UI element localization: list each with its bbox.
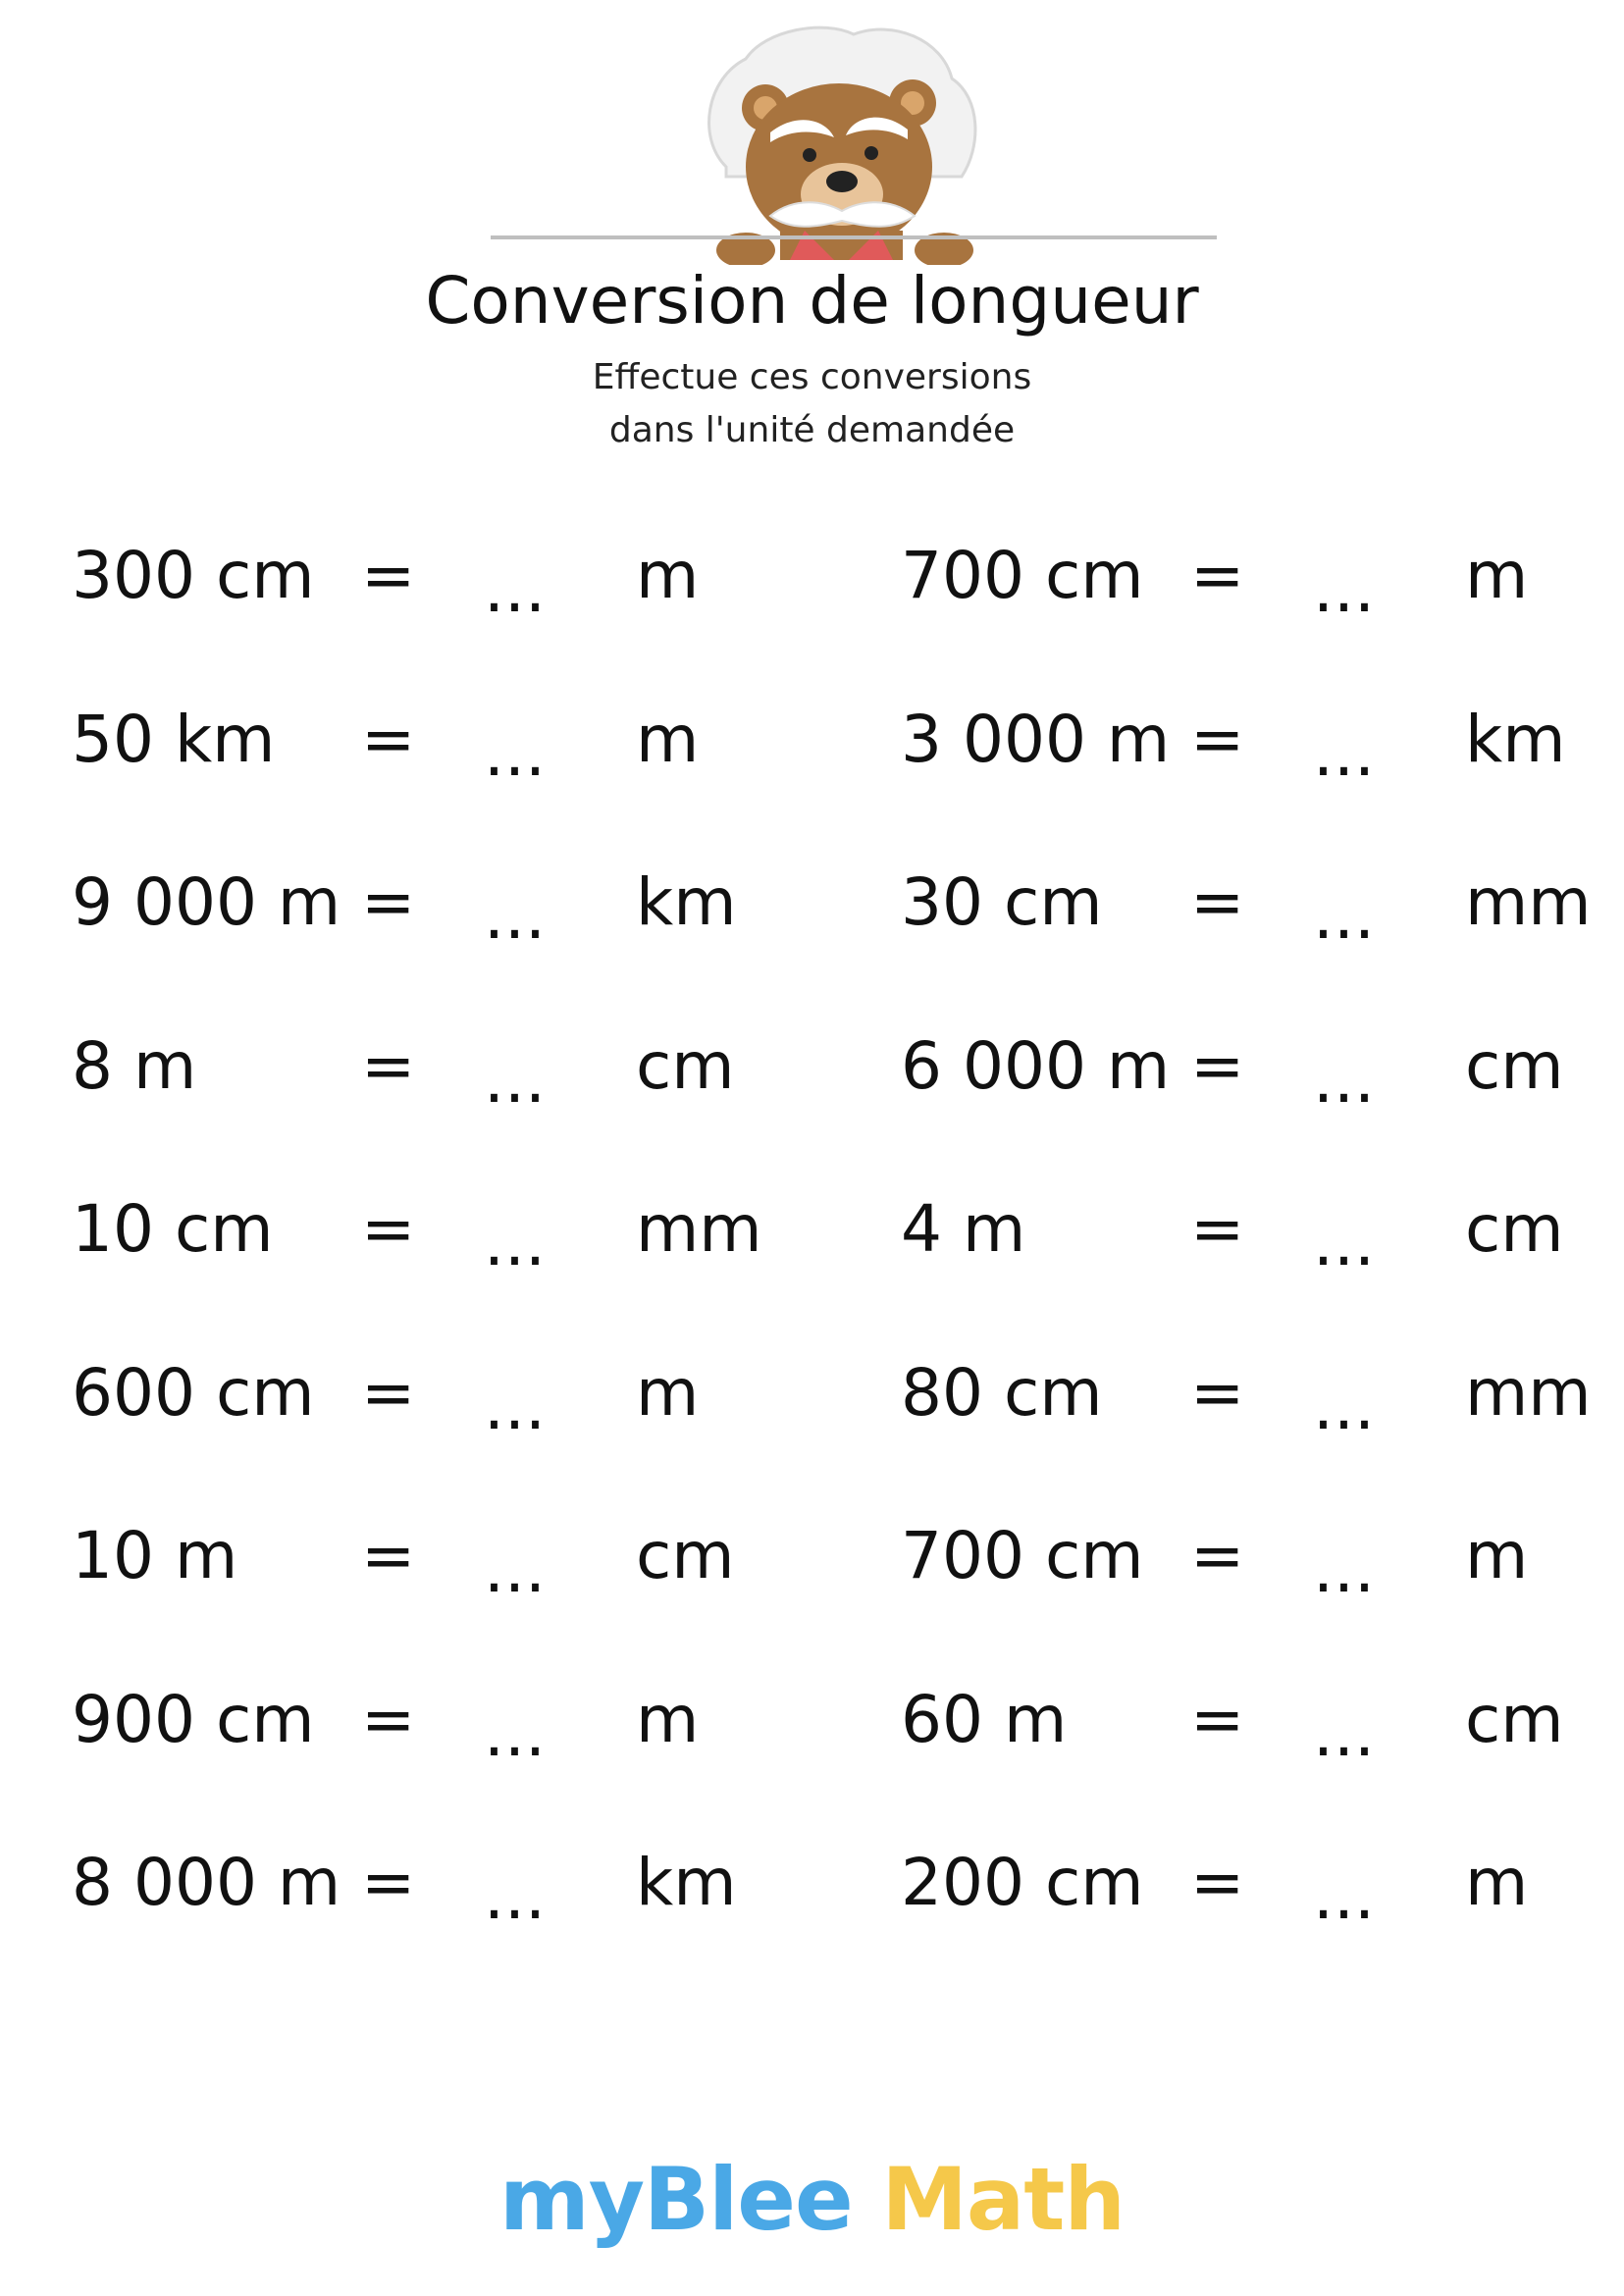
equals-sign: = [361,701,416,777]
target-unit: km [1465,701,1566,777]
target-unit: cm [636,1518,735,1593]
answer-blank: ... [1313,1695,1375,1771]
equals-sign: = [1190,538,1245,613]
answer-blank: ... [484,878,546,954]
source-quantity: 9 000 m [72,864,341,940]
target-unit: cm [636,1027,735,1104]
target-unit: m [1465,538,1529,613]
equals-sign: = [361,1518,416,1593]
answer-blank: ... [1313,1205,1375,1280]
equals-sign: = [1190,1191,1245,1267]
equals-sign: = [1190,701,1245,777]
equals-sign: = [361,864,416,940]
target-unit: m [636,1681,700,1757]
source-quantity: 700 cm [901,1518,1144,1593]
source-quantity: 6 000 m [901,1027,1171,1104]
target-unit: m [1465,1518,1529,1593]
equals-sign: = [361,1027,416,1104]
source-quantity: 200 cm [901,1845,1144,1920]
equals-sign: = [361,538,416,613]
target-unit: mm [1465,1354,1592,1431]
source-quantity: 50 km [72,701,276,777]
answer-blank: ... [1313,1858,1375,1934]
source-quantity: 30 cm [901,864,1103,940]
equals-sign: = [1190,1354,1245,1431]
source-quantity: 80 cm [901,1354,1103,1431]
equals-sign: = [361,1354,416,1431]
source-quantity: 60 m [901,1681,1068,1757]
equals-sign: = [1190,1027,1245,1104]
target-unit: mm [636,1191,762,1267]
source-quantity: 300 cm [72,538,315,613]
equals-sign: = [361,1845,416,1920]
source-quantity: 8 000 m [72,1845,341,1920]
answer-blank: ... [484,1368,546,1444]
answer-blank: ... [1313,551,1375,627]
target-unit: km [636,864,737,940]
target-unit: m [636,701,700,777]
target-unit: cm [1465,1191,1564,1267]
source-quantity: 4 m [901,1191,1026,1267]
answer-blank: ... [484,1695,546,1771]
equals-sign: = [1190,1845,1245,1920]
answer-blank: ... [484,1041,546,1118]
answer-blank: ... [484,1858,546,1934]
equals-sign: = [361,1681,416,1757]
answer-blank: ... [1313,1041,1375,1118]
page-title: Conversion de longueur [425,263,1199,339]
logo-text-math: Math [881,2149,1125,2250]
source-quantity: 8 m [72,1027,197,1104]
answer-blank: ... [1313,1368,1375,1444]
myblee-math-logo [0,2149,1624,2250]
answer-blank: ... [484,1205,546,1280]
target-unit: cm [1465,1681,1564,1757]
source-quantity: 700 cm [901,538,1144,613]
source-quantity: 10 m [72,1518,238,1593]
answer-blank: ... [484,1532,546,1607]
page-subtitle-line1: Effectue ces conversions [592,357,1032,397]
answer-blank: ... [484,551,546,627]
page-subtitle-line2: dans l'unité demandée [608,410,1016,450]
target-unit: km [636,1845,737,1920]
source-quantity: 10 cm [72,1191,274,1267]
equals-sign: = [1190,1681,1245,1757]
target-unit: m [636,538,700,613]
answer-blank: ... [1313,878,1375,954]
answer-blank: ... [1313,714,1375,791]
answer-blank: ... [1313,1532,1375,1607]
source-quantity: 3 000 m [901,701,1171,777]
source-quantity: 900 cm [72,1681,315,1757]
target-unit: m [636,1354,700,1431]
target-unit: m [1465,1845,1529,1920]
answer-blank: ... [484,714,546,791]
target-unit: cm [1465,1027,1564,1104]
equals-sign: = [1190,1518,1245,1593]
target-unit: mm [1465,864,1592,940]
equals-sign: = [1190,864,1245,940]
source-quantity: 600 cm [72,1354,315,1431]
equals-sign: = [361,1191,416,1267]
logo-text-myblee: myBlee [499,2149,853,2250]
